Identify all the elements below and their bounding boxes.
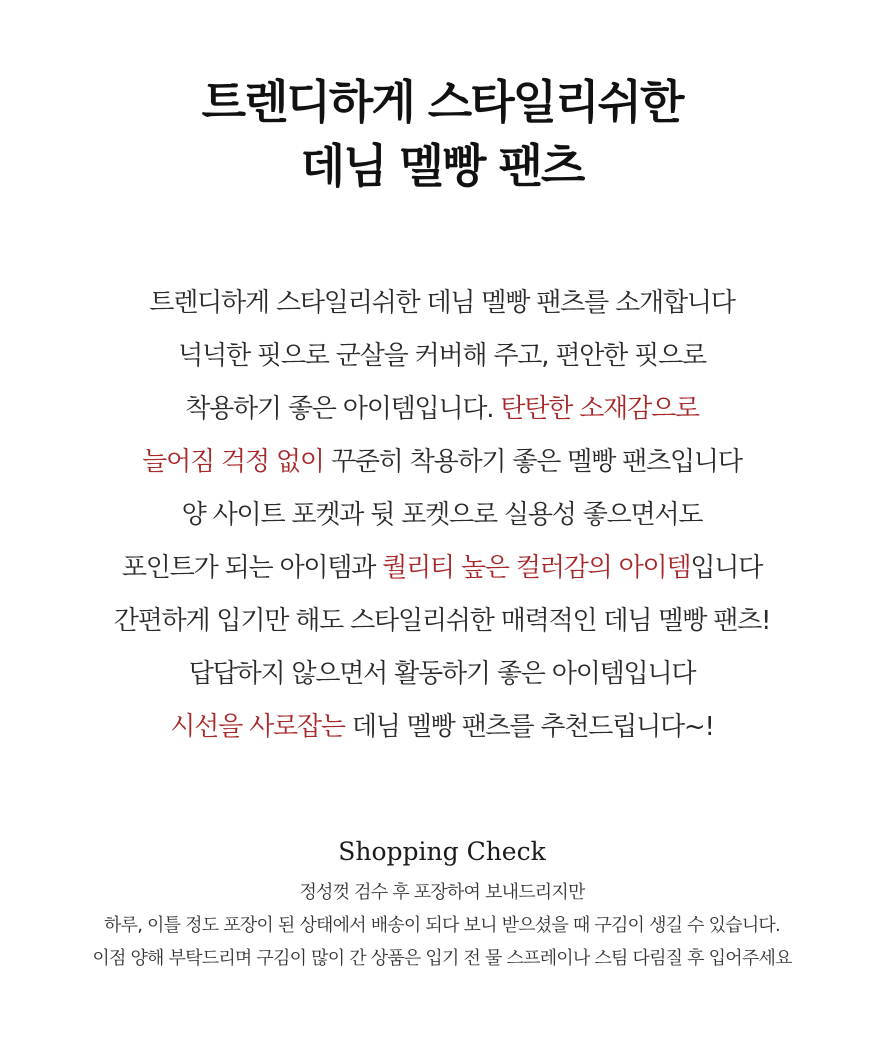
description-line-1: 트렌디하게 스타일리쉬한 데님 멜빵 팬츠를 소개합니다 (149, 288, 735, 318)
shopping-check-line-3: 이점 양해 부탁드리며 구김이 많이 간 상품은 입기 전 물 스프레이나 스팀 다림질 후 입어주세요 (92, 948, 792, 969)
shopping-check-notice (0, 876, 884, 975)
description-highlight: 퀄리티 높은 컬러감의 아이템 (382, 553, 691, 583)
description-line-6 (0, 542, 884, 595)
shopping-check-title: Shopping Check (338, 837, 546, 866)
shopping-check-line-1: 정성껏 검수 후 포장하여 보내드리지만 (299, 882, 585, 903)
description-line-8: 답답하지 않으면서 활동하기 좋은 아이템입니다 (188, 659, 696, 689)
description-highlight: 늘어짐 걱정 없이 (142, 447, 324, 477)
description-text: 입니다 (690, 553, 763, 583)
description-line-7: 간편하게 입기만 해도 스타일리쉬한 매력적인 데님 멜빵 팬츠! (113, 606, 771, 636)
description-line-4 (0, 436, 884, 489)
description-line-2: 넉넉한 핏으로 군살을 커버해 주고, 편안한 핏으로 (178, 341, 706, 371)
description-text: 꾸준히 착용하기 좋은 멜빵 팬츠입니다 (323, 447, 742, 477)
description-line-9 (0, 701, 884, 754)
product-description (0, 277, 884, 754)
description-highlight: 탄탄한 소재감으로 (500, 394, 699, 424)
description-text: 포인트가 되는 아이템과 (121, 553, 383, 583)
description-line-5: 양 사이트 포켓과 뒷 포켓으로 실용성 좋으면서도 (181, 500, 703, 530)
description-text: 데님 멜빵 팬츠를 추천드립니다~! (344, 712, 714, 742)
page-title (0, 70, 884, 198)
title-line-2: 데님 멜빵 팬츠 (300, 139, 584, 193)
description-line-3 (0, 383, 884, 436)
title-line-1: 트렌디하게 스타일리쉬한 (201, 75, 683, 129)
description-text: 착용하기 좋은 아이템입니다. (185, 394, 501, 424)
shopping-check-line-2: 하루, 이틀 정도 포장이 된 상태에서 배송이 되다 보니 받으셨을 때 구김이 생길 수 있습니다. (104, 915, 780, 936)
description-highlight: 시선을 사로잡는 (170, 712, 345, 742)
